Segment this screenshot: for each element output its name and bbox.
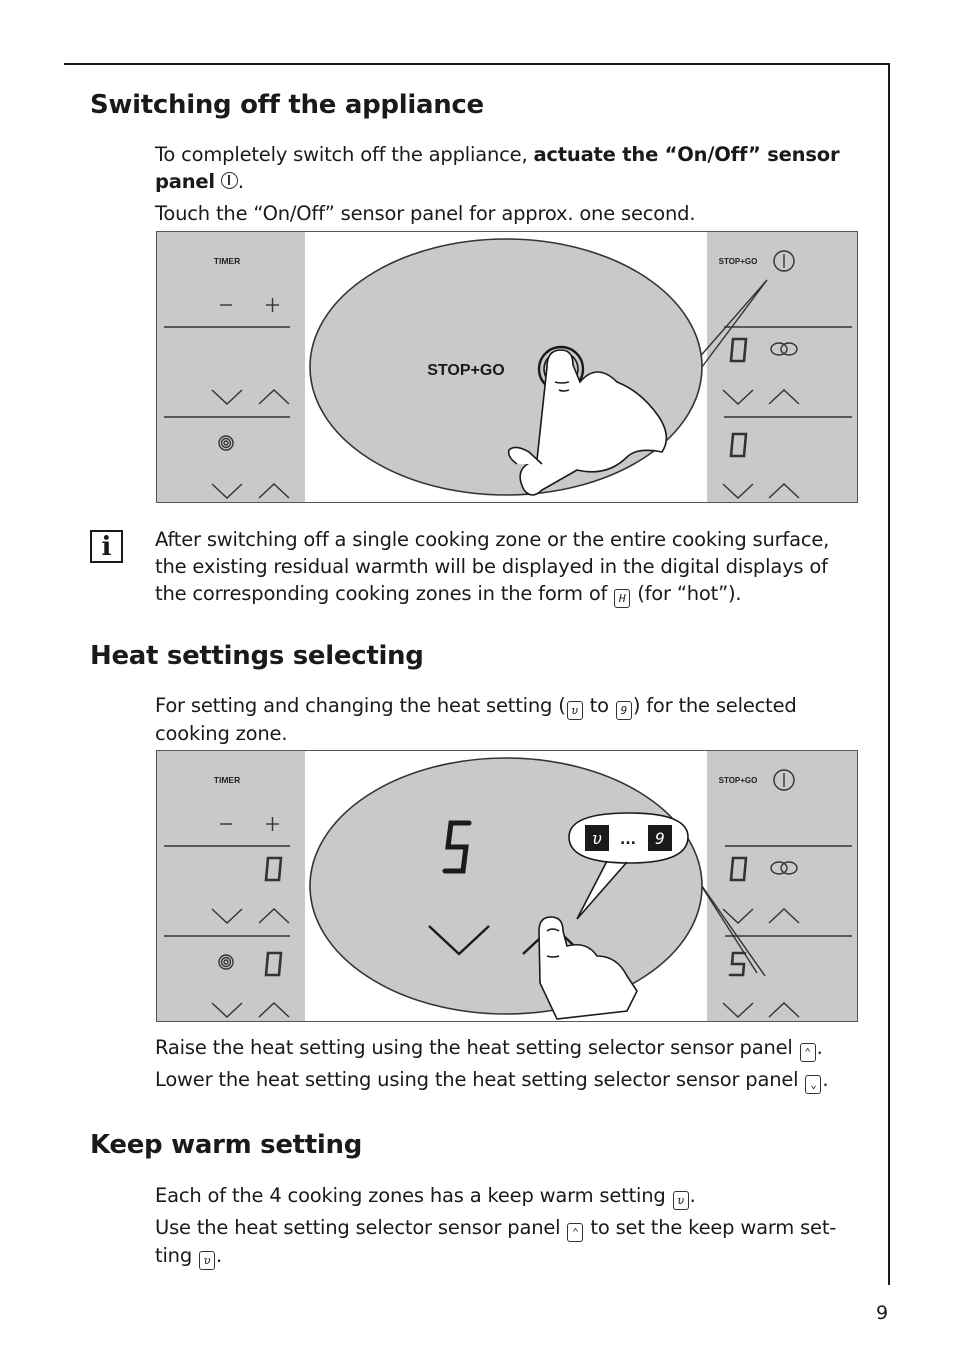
info-text: After switching off a single cooking zone or the entire cooking surface, the existing residual warmth will be displayed in the digital displays of the corresponding cooking zones in the form of H (for “hot”). (155, 526, 860, 608)
section-title-heat-settings: Heat settings selecting (90, 641, 424, 671)
timer-label: TIMER (213, 775, 241, 785)
timer-label: TIMER (213, 256, 241, 266)
stopgo-small-label: STOP+GO (718, 257, 758, 266)
heat-setting-paragraph: For setting and changing the heat setting ( υ to 9 ) for the selected cooking zone. (155, 694, 797, 745)
right-rule (888, 63, 890, 1285)
hob-control-panel-diagram-1 (156, 231, 858, 503)
switching-off-paragraph: To completely switch off the appliance, actuate the “On/Off” sensor panel . (155, 143, 840, 193)
heat-min-symbol-icon: υ (567, 701, 583, 720)
lower-instruction: Lower the heat setting using the heat setting selector sensor panel ⌄ . (155, 1066, 860, 1094)
heat-max-symbol-icon: 9 (616, 701, 632, 720)
chevron-down-icon: ⌄ (805, 1075, 821, 1094)
keep-warm-paragraph-1: Each of the 4 cooking zones has a keep warm setting υ . (155, 1182, 860, 1210)
seg-display-0-top (731, 339, 746, 361)
raise-instruction: Raise the heat setting using the heat setting selector sensor panel ⌃ . (155, 1034, 860, 1062)
hot-symbol-icon: H (614, 589, 630, 608)
switching-off-bold-instruction: actuate the “On/Off” sensor panel (155, 143, 840, 193)
stopgo-small-label: STOP+GO (718, 776, 758, 785)
info-icon: i (90, 530, 123, 563)
section-title-switching-off: Switching off the appliance (90, 90, 484, 120)
page-number: 9 (876, 1302, 889, 1324)
bubble-min-symbol: υ (592, 829, 602, 848)
chevron-up-icon: ⌃ (567, 1223, 583, 1242)
section-title-keep-warm: Keep warm setting (90, 1130, 363, 1160)
seg-display-0-bottom (731, 434, 746, 456)
stopgo-zoom-label: STOP+GO (427, 362, 505, 379)
chevron-up-icon: ⌃ (800, 1043, 816, 1062)
keep-warm-symbol-icon: υ (199, 1251, 215, 1270)
keep-warm-paragraph-2: Use the heat setting selector sensor panel ⌃ to set the keep warm set-ting υ . (155, 1214, 860, 1270)
top-rule (64, 63, 890, 65)
bubble-max-symbol: 9 (655, 829, 665, 848)
onoff-symbol-icon (221, 172, 238, 189)
bubble-dots: ... (620, 832, 636, 848)
keep-warm-symbol-icon: υ (673, 1191, 689, 1210)
hob-control-panel-diagram-2 (156, 750, 858, 1022)
touch-instruction: Touch the “On/Off” sensor panel for approx. one second. (155, 202, 696, 225)
